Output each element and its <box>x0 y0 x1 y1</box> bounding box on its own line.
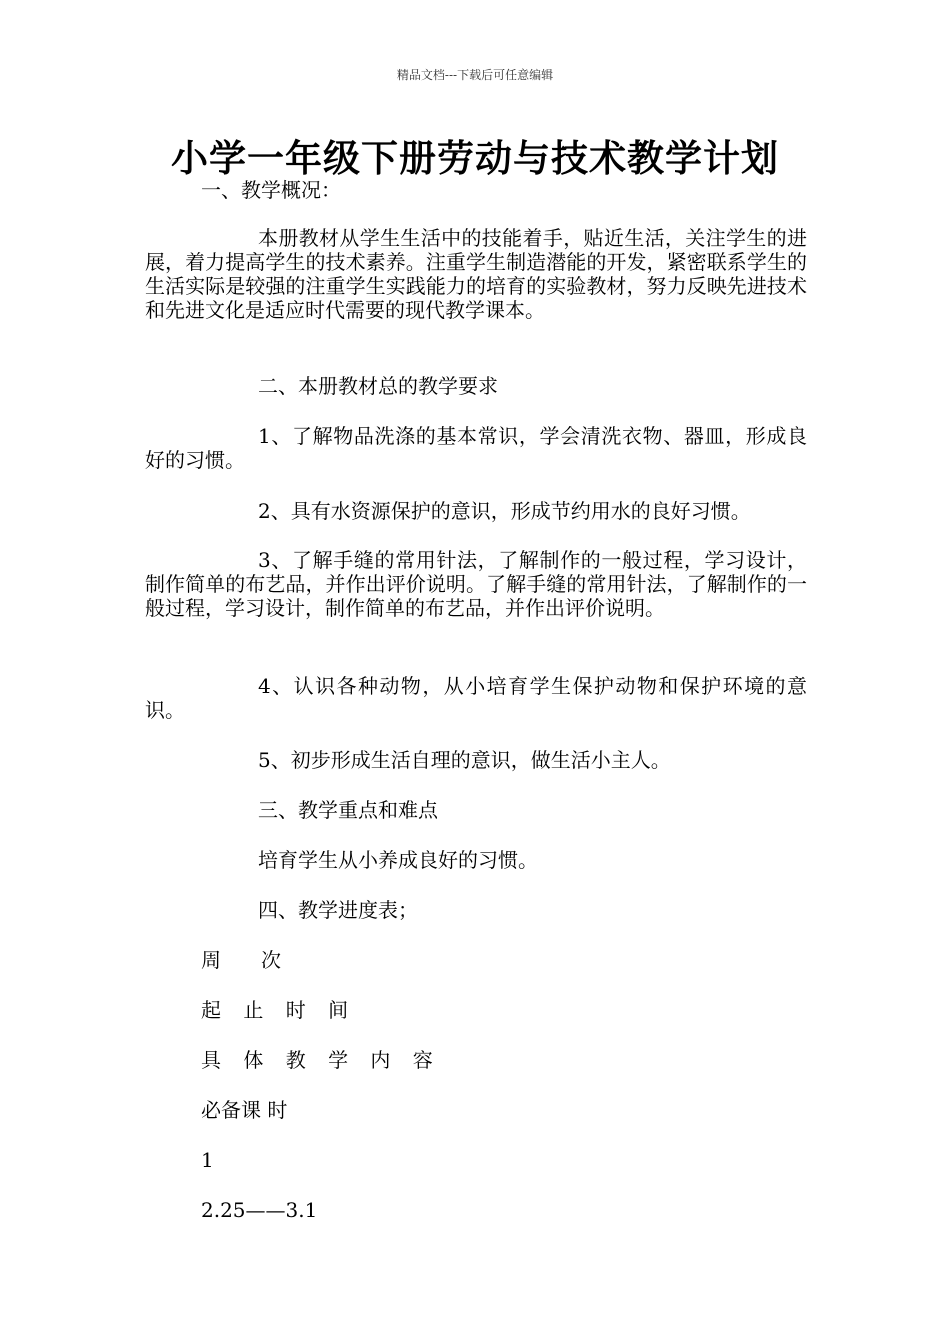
section4-heading: 四、教学进度表； <box>258 898 418 922</box>
section1-heading: 一、教学概况： <box>201 178 341 202</box>
table-cell-time-1: 2.25——3.1 <box>201 1198 318 1222</box>
page-header: 精品文档---下载后可任意编辑 <box>396 68 554 82</box>
section1-body: 本册教材从学生生活中的技能着手，贴近生活，关注学生的进展，着力提高学生的技术素养。注重学生制造潜能的开发，紧密联系学生的生活实际是较强的注重学生实践能力的培育的实验教材，努力反映先进技术和先进文化是适应时代需要的现代教学课本。 <box>145 226 807 322</box>
section3-body: 培育学生从小养成良好的习惯。 <box>258 848 538 872</box>
requirement-item-5: 5、初步形成生活自理的意识，做生活小主人。 <box>258 748 671 772</box>
section2-heading: 二、本册教材总的教学要求 <box>258 374 498 398</box>
table-header-content: 具 体 教 学 内 容 <box>201 1048 441 1072</box>
table-header-week: 周 次 <box>201 948 281 972</box>
page-title: 小学一年级下册劳动与技术教学计划 <box>171 136 779 180</box>
table-header-hours: 必备课 时 <box>201 1098 288 1122</box>
section3-heading: 三、教学重点和难点 <box>258 798 438 822</box>
requirement-item-3: 3、了解手缝的常用针法，了解制作的一般过程，学习设计，制作简单的布艺品，并作出评价说明。了解手缝的常用针法，了解制作的一般过程，学习设计，制作简单的布艺品，并作出评价说明。 <box>145 548 807 620</box>
table-header-time: 起 止 时 间 <box>201 998 357 1022</box>
table-cell-week-1: 1 <box>201 1148 214 1172</box>
requirement-item-4: 4、认识各种动物，从小培育学生保护动物和保护环境的意识。 <box>145 674 807 722</box>
requirement-item-1: 1、了解物品洗涤的基本常识，学会清洗衣物、器皿，形成良好的习惯。 <box>145 424 807 472</box>
requirement-item-2: 2、具有水资源保护的意识，形成节约用水的良好习惯。 <box>258 499 751 523</box>
